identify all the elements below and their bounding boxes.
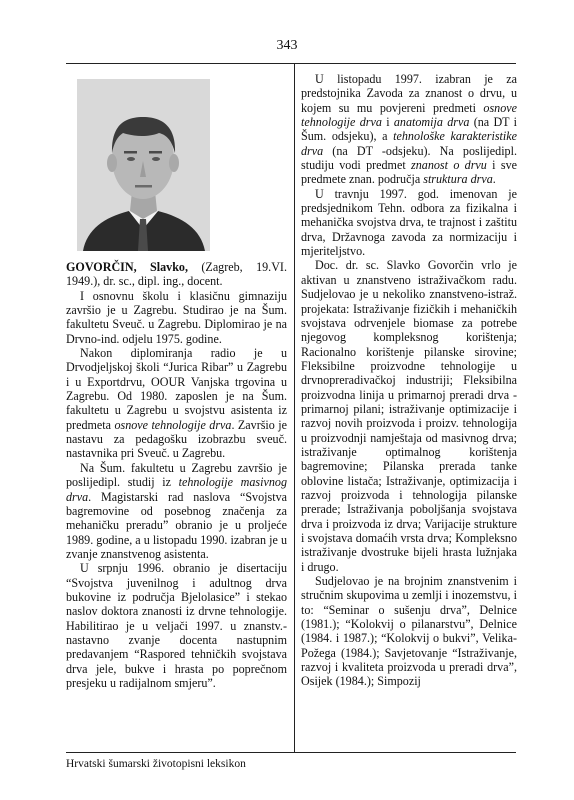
employment-text-end: . Završio je nastavu za pedagošku izobrazbu sveuč. nastavnika pri Sveuč. u Zagrebu. — [66, 417, 287, 461]
page-number: 343 — [276, 38, 298, 53]
appointment-text: U listopadu 1997. izabran je za predstojnika Zavoda za znanost o drvu, u kojem su mu povjereni predmeti — [301, 72, 517, 115]
appointment-italic-1: osnove tehnologije drva — [301, 100, 517, 130]
subject-italic: osnove tehnologije drva — [114, 417, 232, 432]
appointment-text-5: i sve predmete znan. područja — [301, 158, 517, 187]
header-rule — [66, 63, 516, 64]
entry-intro: (Zagreb, 19.VI. 1949.), dr. sc., dipl. ing., docent. — [66, 260, 287, 289]
employment-paragraph — [66, 346, 287, 461]
appointment-text-end: . — [492, 172, 496, 187]
education-paragraph: I osnovnu školu i klasičnu gimnaziju završio je u Zagrebu. Studirao je na Šum. fakultetu Sveuč. u Zagrebu. Diplomirao je na Drvno-ind. odjelu 1975. godine. — [66, 288, 287, 346]
appointment-italic-2: anatomija drva — [393, 115, 470, 130]
footer-title: Hrvatski šumarski životopisni leksikon — [66, 758, 246, 770]
appointment-text-3: (na DT i Šum. odsjeku), a — [301, 115, 518, 144]
portrait-photo — [77, 79, 210, 251]
employment-text: Nakon diplomiranja radio je u Drvodjeljskoj školi “Jurica Ribar” u Zagrebu i u Exportdrvu, OOUR Vanjska trgovina u Zagrebu. Od 1980. zaposlen je na Šum. fakultetu u Zagrebu u svojstvu asistenta iz predmeta — [66, 346, 287, 432]
appointment-paragraph — [301, 72, 517, 187]
committee-paragraph: U travnju 1997. god. imenovan je predsjednikom Tehn. odbora za fizikalna i mehanička svojstva drva, te trajnost i zaštitu drva, Državnoga zavoda za normizaciju i mjeriteljstvo. — [301, 186, 517, 259]
postgraduate-text: Na Šum. fakultetu u Zagrebu završio je poslijedipl. studij iz — [66, 460, 287, 490]
appointment-text-4: (na DT -odsjeku). Na poslijedipl. studiju vodi predmet — [301, 143, 517, 173]
postgraduate-italic: tehnologije masivnog drva — [66, 475, 287, 504]
entry-name: GOVORČIN, Slavko, — [66, 260, 189, 274]
research-paragraph: Doc. dr. sc. Slavko Govorčin vrlo je aktivan u znanstveno istraživačkom radu. Sudjelovao je u nekoliko znanstveno-istraž. projekata: Istraživanje fizičkih i mehaničkih svojstava odrvenjele biomase za potrebe njegovog kompleksnog korištenja; Racionalno korištenje pilanske sirovine; Fleksibilne proizvodne tehnologije u drvnopreradivačkoj industriji; Fleksibilna proizvodna linija u primarnoj preradi drva - primarnoj pilani; istraživanje optimizacije i razvoj novih proizvoda i proizv. tehnologija u proizvodnji namještaja od masivnog drva; istraživanje optimalnog korištenja bagremovine; Pilanska prerada tanke oblovine listača; Istraživanje, optimizacija i razvoj proizvoda i tehnologija pilanske prerade; Istraživanja poboljšanja svojstava drva i proizvoda iz drva; Varijacije strukture i svojstava domaćih vrsta drva; Kompleksno istraživanje dvostruke bijeli hrasta lužnjaka i drugo. — [301, 258, 517, 574]
dissertation-paragraph: U srpnju 1996. obranio je disertaciju “Svojstva juvenilnog i adultnog drva bukovine iz područja Bjelolasice” i stekao naslov doktora znanosti iz drvne tehnologije. Habilitirao je u veljači 1997. u znanstv.-nastavno zvanje docenta nastupnim predavanjem “Raspored tehničkih svojstava drva jele, bukve i hrasta po poprečnom presjeku u radijalnom smjeru”. — [66, 561, 287, 690]
postgraduate-text-end: . Magistarski rad naslova “Svojstva bagremovine od posebnog značenja za mehaničku preradu” obranio je u proljeće 1989. godine, a u listopadu 1990. izabran je u zvanje znanstvenog asistenta. — [66, 489, 287, 561]
column-divider — [294, 63, 295, 752]
conferences-paragraph: Sudjelovao je na brojnim znanstvenim i stručnim skupovima u zemlji i inozemstvu, i to: “Seminar o sušenju drva”, Delnice (1981.); “Kolokvij o pilanarstvu”, Delnice (1984. i 1987.); “Kolokvij o bukvi”, Velika-Požega (1984.); Savjetovanje “Istraživanje, razvoj i kvaliteta proizvoda u preradi drva”, Osijek (1984.); Simpozij — [301, 574, 517, 689]
appointment-italic-3: tehnološke karakteristike drva — [301, 129, 517, 158]
appointment-italic-4: znanost o drvu — [411, 158, 487, 173]
footer-rule — [66, 752, 516, 753]
postgraduate-paragraph — [66, 461, 287, 561]
right-column — [301, 72, 517, 689]
appointment-italic-5: struktura drva — [423, 172, 493, 187]
portrait-image — [77, 79, 210, 251]
left-column — [66, 260, 287, 690]
appointment-text-2: i — [381, 115, 390, 130]
entry-heading-paragraph — [66, 260, 287, 289]
